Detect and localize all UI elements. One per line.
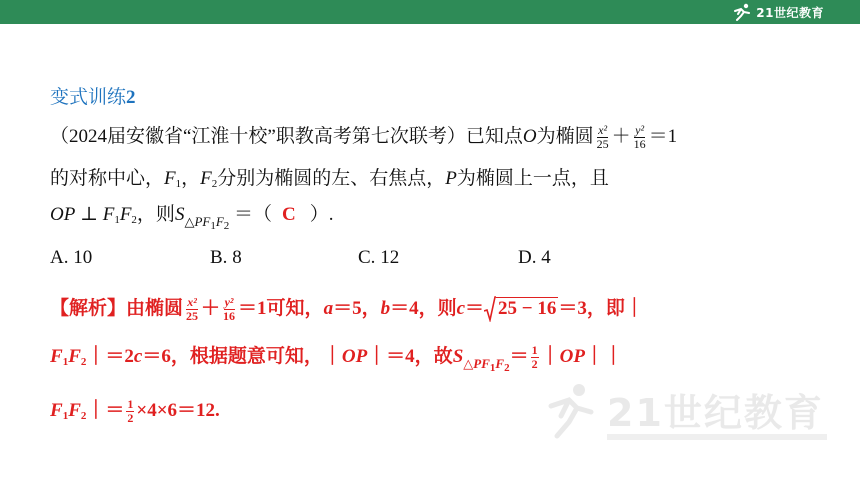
subscript: 1 <box>62 356 69 368</box>
fraction-denominator: 16 <box>633 137 646 152</box>
choice-value: 8 <box>232 247 242 268</box>
focus-f: F <box>495 356 505 371</box>
brand-logo <box>732 2 824 22</box>
pf-text: PF <box>194 214 211 229</box>
radical-sign-icon <box>484 296 496 322</box>
choice-b <box>210 247 242 269</box>
pf-text: PF <box>473 356 490 371</box>
choice-d <box>518 247 551 269</box>
point-p: P <box>445 168 457 189</box>
focus-f: F <box>68 400 81 421</box>
problem-text: 为椭圆 <box>536 126 594 147</box>
watermark-logo <box>545 380 835 450</box>
focus-f: F <box>68 346 81 367</box>
fraction-denominator: 16 <box>223 309 236 324</box>
solution-text: ×4×6＝12. <box>136 400 220 421</box>
choice-label: C. <box>358 247 376 268</box>
problem-text: 分别为椭圆的左、右焦点， <box>217 168 446 189</box>
fraction-y2-16 <box>633 124 647 151</box>
perp-symbol: ⊥ <box>75 204 103 225</box>
problem-text: 的对称中心， <box>50 168 165 189</box>
solution-tag: 【解析】 <box>50 298 127 319</box>
var-b: b <box>380 298 391 319</box>
fraction-denominator: 2 <box>127 411 134 426</box>
focus-f: F <box>102 204 115 225</box>
fraction-numerator: y² <box>635 123 645 138</box>
subscript: 2 <box>223 220 230 232</box>
fraction-x2-25 <box>596 124 610 151</box>
fraction-y2-16 <box>222 296 236 323</box>
fraction-denominator: 25 <box>186 309 199 324</box>
equals-one: ＝1 <box>648 126 678 147</box>
fraction-numerator: x² <box>187 295 197 310</box>
answer-letter: C <box>282 204 296 225</box>
problem-text: ，则 <box>136 204 175 225</box>
title-text: 变式训练 <box>50 86 127 108</box>
subscript: 1 <box>62 410 69 422</box>
problem-text: 为椭圆上一点，且 <box>456 168 609 189</box>
solution-text: ＝4，则 <box>390 298 457 319</box>
var-a: a <box>323 298 334 319</box>
choice-label: A. <box>50 247 69 268</box>
triangle-symbol: △ <box>463 356 474 371</box>
runner-logo-icon <box>732 3 752 21</box>
solution-text: ｜＝4，故 <box>367 346 453 367</box>
fraction-numerator: 1 <box>127 397 134 412</box>
area-symbol: S <box>174 204 185 225</box>
focus-f: F <box>215 214 224 229</box>
segment-op: OP <box>559 346 585 367</box>
area-symbol: S <box>452 346 464 367</box>
abs-bar: ｜ <box>540 346 560 367</box>
solution-text: ｜＝2 <box>86 346 134 367</box>
abs-bar: ｜｜ <box>584 346 623 367</box>
fraction-x2-25 <box>185 296 199 323</box>
subscript: 1 <box>489 362 496 374</box>
svg-text:21世纪教育: 21世纪教育 <box>607 391 824 435</box>
choice-value: 10 <box>73 247 93 268</box>
choice-label: B. <box>210 247 228 268</box>
fraction-half <box>531 344 539 371</box>
header-bar <box>0 0 860 24</box>
solution-text: ｜＝ <box>86 400 125 421</box>
problem-source: （2024届安徽省“江淮十校”职教高考第七次联考）已知点 <box>50 126 523 147</box>
choice-value: 4 <box>541 247 551 268</box>
fraction-numerator: 1 <box>531 343 538 358</box>
plus-sign: ＋ <box>201 298 221 319</box>
solution-line-3 <box>50 398 220 429</box>
fraction-denominator: 25 <box>596 137 609 152</box>
subscript: 2 <box>211 178 218 190</box>
point-o: O <box>522 126 537 147</box>
sqrt-expression <box>484 296 558 322</box>
focus-f: F <box>119 204 132 225</box>
equals-sign: ＝ <box>509 346 529 367</box>
radicand: 25 − 16 <box>498 298 557 319</box>
subscript: 1 <box>210 220 216 232</box>
triangle-symbol: △ <box>184 214 195 229</box>
problem-line-3 <box>50 202 334 239</box>
solution-text: 由椭圆 <box>126 298 184 319</box>
subscript: 2 <box>80 356 87 368</box>
solution-line-2 <box>50 344 623 381</box>
subscript: 2 <box>504 362 510 374</box>
area-subscript <box>463 356 510 374</box>
subscript: 1 <box>114 214 120 226</box>
fraction-numerator: y² <box>224 295 234 310</box>
focus-f: F <box>200 168 212 189</box>
fraction-half <box>126 398 134 425</box>
problem-line-2 <box>50 166 609 197</box>
logo-text: 21世纪教育 <box>756 5 824 20</box>
problem-text: ＝（ <box>229 204 273 225</box>
choice-c <box>358 247 399 269</box>
focus-f: F <box>50 346 63 367</box>
title-number: 2 <box>126 87 136 108</box>
subscript: 2 <box>80 410 87 422</box>
var-c: c <box>456 298 466 319</box>
problem-text: ）. <box>309 204 334 225</box>
solution-text: ＝3，即｜ <box>558 298 644 319</box>
subscript: 2 <box>131 214 137 226</box>
focus-f: F <box>164 168 176 189</box>
fraction-denominator: 2 <box>531 357 538 372</box>
segment-op: OP <box>50 204 76 225</box>
subscript: 1 <box>175 178 182 190</box>
solution-text: ＝5， <box>333 298 381 319</box>
equals-sign: ＝ <box>465 298 485 319</box>
solution-text: ＝1可知， <box>238 298 324 319</box>
focus-f: F <box>50 400 63 421</box>
section-title <box>50 82 136 109</box>
choice-a <box>50 247 92 269</box>
solution-line-1 <box>50 296 644 323</box>
choice-label: D. <box>518 247 537 268</box>
choice-value: 12 <box>380 247 400 268</box>
area-subscript <box>184 214 230 232</box>
comma: ， <box>181 168 201 189</box>
plus-sign: ＋ <box>611 126 631 147</box>
var-c: c <box>133 346 143 367</box>
solution-text: ＝6，根据题意可知，｜ <box>142 346 342 367</box>
segment-op: OP <box>341 346 368 367</box>
fraction-numerator: x² <box>598 123 608 138</box>
problem-line-1 <box>50 124 677 151</box>
